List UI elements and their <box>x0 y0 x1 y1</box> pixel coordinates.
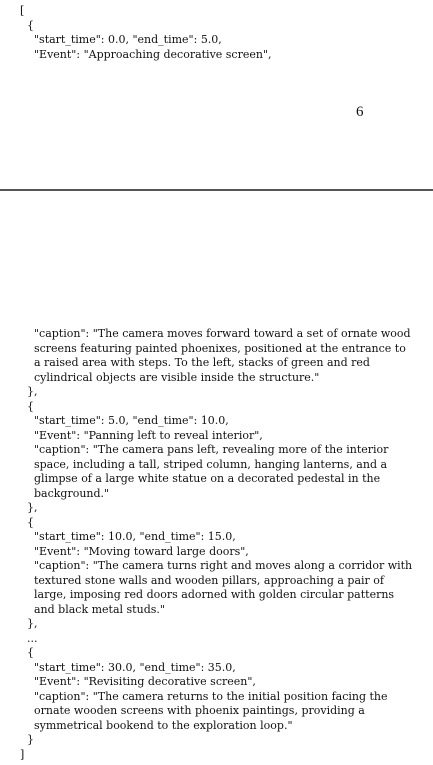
code-line: "Event": "Moving toward large doors", <box>20 544 249 558</box>
code-line: { <box>20 18 34 32</box>
code-line: }, <box>20 501 38 514</box>
code-line: "start_time": 0.0, "end_time": 5.0, <box>20 33 222 46</box>
code-line: "Event": "Panning left to reveal interior", <box>20 428 263 442</box>
code-line: symmetrical bookend to the exploration loop." <box>20 718 293 732</box>
json-code-block-bottom <box>20 327 412 762</box>
code-line: { <box>20 399 34 413</box>
code-line: } <box>20 733 34 746</box>
code-line: ornate wooden screens with phoenix paintings, providing a <box>20 704 365 717</box>
code-line: space, including a tall, striped column, hanging lanterns, and a <box>20 457 388 471</box>
code-line: ... <box>20 631 38 645</box>
code-line: "caption": "The camera pans left, revealing more of the interior <box>20 443 389 456</box>
code-line: screens featuring painted phoenixes, positioned at the entrance to <box>20 341 406 355</box>
page-number: 6 <box>356 104 364 120</box>
code-line: "start_time": 5.0, "end_time": 10.0, <box>20 414 229 427</box>
code-line: glimpse of a large white statue on a decorated pedestal in the <box>20 472 381 485</box>
code-line: cylindrical objects are visible inside the structure." <box>20 370 320 384</box>
json-code-block-top <box>20 4 272 62</box>
code-line: large, imposing red doors adorned with golden circular patterns <box>20 588 395 601</box>
code-line: background." <box>20 486 110 500</box>
code-line: "caption": "The camera moves forward toward a set of ornate wood <box>20 327 411 340</box>
code-line: { <box>20 515 34 529</box>
code-line: "Event": "Revisiting decorative screen", <box>20 675 256 688</box>
code-line: "start_time": 10.0, "end_time": 15.0, <box>20 530 236 543</box>
code-line: "caption": "The camera returns to the initial position facing the <box>20 689 388 703</box>
code-line: a raised area with steps. To the left, stacks of green and red <box>20 356 370 369</box>
code-line: and black metal studs." <box>20 602 165 616</box>
code-line: [ <box>20 4 25 17</box>
page-break-divider <box>0 189 433 191</box>
code-line: }, <box>20 385 38 398</box>
code-line: "caption": "The camera turns right and moves along a corridor with <box>20 559 413 572</box>
code-line: { <box>20 646 34 659</box>
code-line: textured stone walls and wooden pillars, approaching a pair of <box>20 573 384 587</box>
code-line: ] <box>20 747 25 761</box>
code-line: "start_time": 30.0, "end_time": 35.0, <box>20 660 236 674</box>
code-line: }, <box>20 617 38 630</box>
code-line: "Event": "Approaching decorative screen", <box>20 47 272 61</box>
